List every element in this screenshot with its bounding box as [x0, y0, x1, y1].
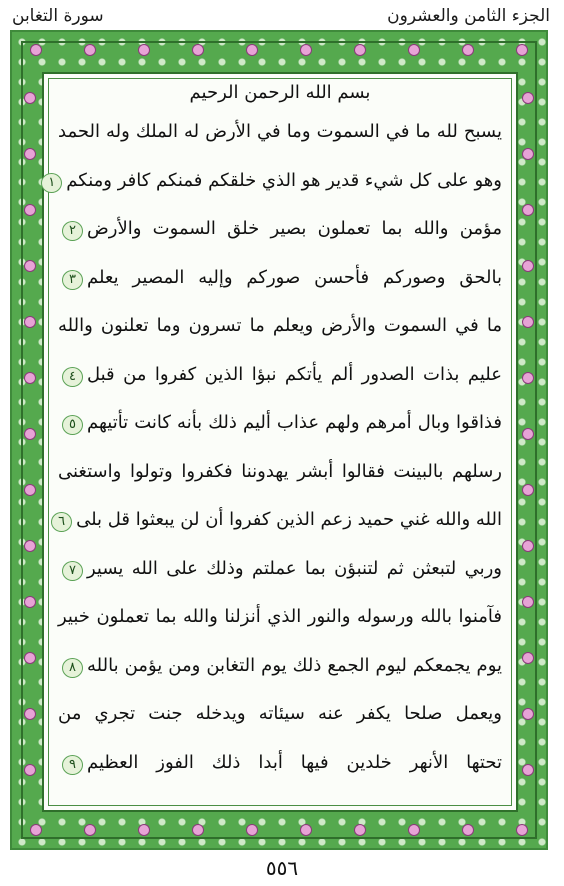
border-flower-ornament — [522, 260, 534, 272]
verse-line — [58, 409, 502, 437]
border-flower-ornament — [138, 44, 150, 56]
verse-line — [58, 215, 502, 243]
border-flower-ornament — [24, 596, 36, 608]
verse-text: الله والله غني حميد زعم الذين كفروا أن لن يبعثوا قل بلى — [76, 509, 502, 530]
verse-line — [58, 118, 502, 146]
border-flower-ornament — [522, 428, 534, 440]
verse-line — [58, 749, 502, 777]
border-flower-ornament — [522, 92, 534, 104]
verse-line — [58, 700, 502, 728]
border-flower-ornament — [84, 44, 96, 56]
border-flower-ornament — [354, 824, 366, 836]
border-flower-ornament — [30, 824, 42, 836]
border-flower-ornament — [522, 540, 534, 552]
border-flower-ornament — [24, 540, 36, 552]
surah-header: سورة التغابن — [12, 6, 104, 26]
border-flower-ornament — [516, 824, 528, 836]
verse-text: ويعمل صلحا يكفر عنه سيئاته ويدخله جنت تجري من — [58, 703, 502, 724]
border-flower-ornament — [246, 44, 258, 56]
page-number: ٥٥٦ — [265, 856, 299, 880]
border-flower-ornament — [24, 148, 36, 160]
border-flower-ornament — [408, 44, 420, 56]
verse-text: وهو على كل شيء قدير هو الذي خلقكم فمنكم كافر ومنكم — [66, 169, 502, 191]
border-flower-ornament — [24, 708, 36, 720]
verse-line — [48, 167, 502, 195]
verse-number-marker: ٩ — [62, 755, 83, 775]
border-flower-ornament — [24, 428, 36, 440]
verse-text: فذاقوا وبال أمرهم ولهم عذاب أليم ذلك بأنه كانت تأتيهم — [86, 412, 502, 433]
verse-line — [58, 555, 502, 583]
border-flower-ornament — [522, 484, 534, 496]
verse-line — [58, 603, 502, 631]
verse-text: رسلهم بالبينت فقالوا أبشر يهدوننا فكفروا وتولوا واستغنى — [58, 460, 502, 482]
verse-number-marker: ٥ — [62, 415, 83, 435]
verse-line — [58, 264, 502, 292]
verse-text: تحتها الأنهر خلدين فيها أبدا ذلك الفوز العظيم — [86, 751, 502, 773]
verse-number-marker: ٨ — [62, 658, 83, 678]
border-flower-ornament — [354, 44, 366, 56]
border-flower-ornament — [30, 44, 42, 56]
border-flower-ornament — [522, 652, 534, 664]
basmala: بسم الله الرحمن الرحيم — [189, 82, 371, 103]
border-flower-ornament — [516, 44, 528, 56]
juz-header: الجزء الثامن والعشرون — [387, 6, 550, 26]
border-flower-ornament — [84, 824, 96, 836]
verse-text: وربي لتبعثن ثم لتنبؤن بما عملتم وذلك على الله يسير — [86, 557, 502, 579]
border-flower-ornament — [246, 824, 258, 836]
text-panel — [42, 72, 518, 812]
border-flower-ornament — [24, 652, 36, 664]
verse-number-marker: ٤ — [62, 367, 83, 387]
verse-line — [58, 312, 502, 340]
border-flower-ornament — [522, 708, 534, 720]
verse-text: ما في السموت والأرض ويعلم ما تسرون وما تعلنون والله — [58, 315, 502, 336]
border-flower-ornament — [522, 204, 534, 216]
verse-text: يسبح لله ما في السموت وما في الأرض له الملك وله الحمد — [58, 121, 502, 142]
border-flower-ornament — [522, 764, 534, 776]
verse-number-marker: ٢ — [62, 221, 83, 241]
border-flower-ornament — [192, 824, 204, 836]
border-flower-ornament — [24, 316, 36, 328]
border-flower-ornament — [24, 92, 36, 104]
border-flower-ornament — [462, 824, 474, 836]
verse-line — [58, 652, 502, 680]
border-flower-ornament — [522, 372, 534, 384]
verse-text: بالحق وصوركم فأحسن صوركم وإليه المصير يعلم — [86, 266, 502, 288]
verse-text: عليم بذات الصدور ألم يأتكم نبؤا الذين كفروا من قبل — [86, 363, 502, 385]
verse-number-marker: ٦ — [51, 512, 72, 532]
verse-number-marker: ١ — [41, 173, 62, 193]
border-flower-ornament — [24, 764, 36, 776]
border-flower-ornament — [192, 44, 204, 56]
border-flower-ornament — [24, 372, 36, 384]
verse-line — [58, 506, 502, 534]
verse-number-marker: ٣ — [62, 270, 83, 290]
border-flower-ornament — [300, 824, 312, 836]
verse-line — [58, 458, 502, 486]
border-flower-ornament — [462, 44, 474, 56]
border-flower-ornament — [522, 148, 534, 160]
border-flower-ornament — [300, 44, 312, 56]
verse-line — [58, 361, 502, 389]
verse-number-marker: ٧ — [62, 561, 83, 581]
border-flower-ornament — [138, 824, 150, 836]
border-flower-ornament — [24, 260, 36, 272]
border-flower-ornament — [522, 596, 534, 608]
border-flower-ornament — [408, 824, 420, 836]
verse-text: فآمنوا بالله ورسوله والنور الذي أنزلنا والله بما تعملون خبير — [58, 606, 502, 627]
border-flower-ornament — [24, 484, 36, 496]
border-flower-ornament — [24, 204, 36, 216]
verse-text: يوم يجمعكم ليوم الجمع ذلك يوم التغابن ومن يؤمن بالله — [86, 654, 502, 676]
border-flower-ornament — [522, 316, 534, 328]
verse-text: مؤمن والله بما تعملون بصير خلق السموت والأرض — [86, 218, 502, 239]
